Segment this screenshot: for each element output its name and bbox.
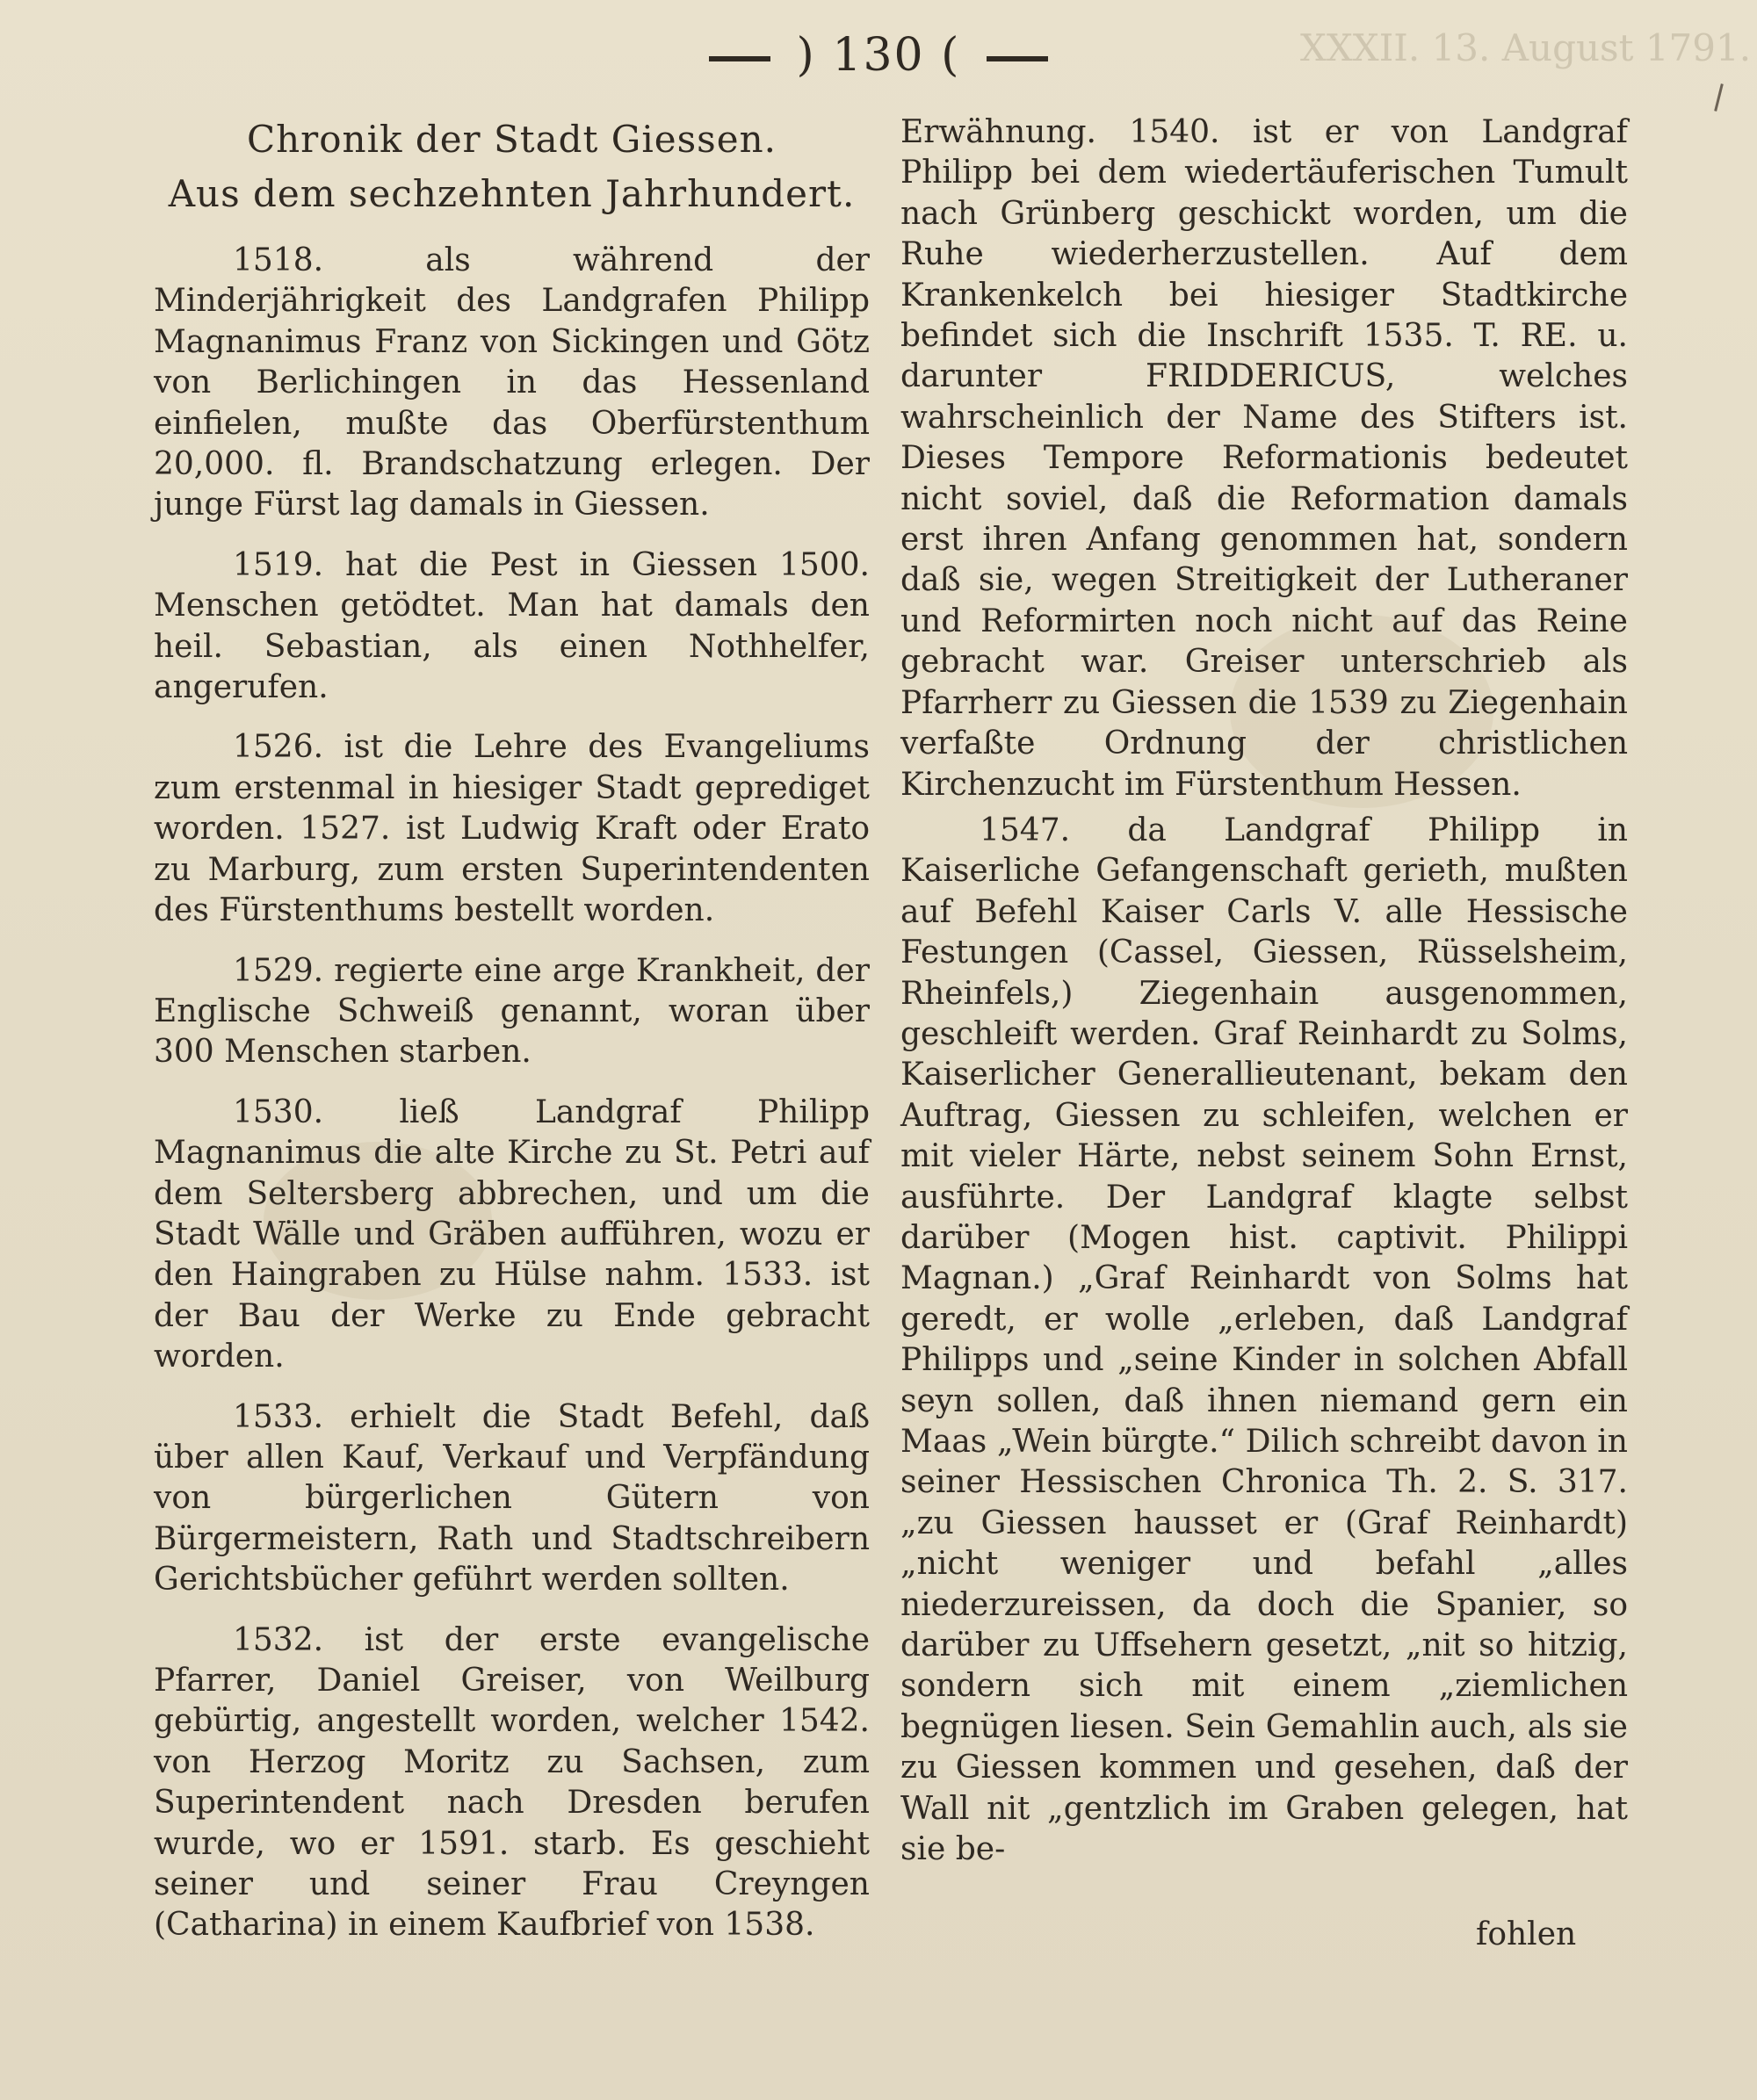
edge-mark (1714, 83, 1724, 112)
right-column (900, 112, 1628, 1889)
paragraph-1530: 1530. ließ Landgraf Philipp Magnanimus die alte Kirche zu St. Petri auf dem Seltersberg abbrechen, und um die Stadt Wälle und Gräben aufführen, wozu er den Haingraben zu Hülse nahm. 1533. ist der Bau der Werke zu Ende gebracht worden. (154, 1093, 870, 1375)
paragraph-1518: 1518. als während der Minderjährigkeit des Landgrafen Philipp Magnanimus Franz von Sickingen und Götz von Berlichingen in das Hessenland einfielen, mußte das Oberfürstenthum 20,000. fl. Brandschatzung erlegen. Der junge Fürst lag damals in Giessen. (154, 242, 870, 523)
chronicle-subtitle: Aus dem sechzehnten Jahrhundert. (168, 172, 856, 215)
header-dash-left (709, 56, 770, 61)
left-column (154, 112, 870, 1966)
paragraph-1529: 1529. regierte eine arge Krankheit, der Englische Schweiß genannt, woran über 300 Menschen starben. (154, 952, 870, 1071)
catchword: fohlen (1476, 1916, 1577, 1952)
page-number: ) 130 ( (796, 29, 961, 82)
paragraph-1547: 1547. da Landgraf Philipp in Kaiserliche Gefangenschaft gerieth, mußten auf Befehl Kaiser Carls V. alle Hessische Festungen (Cassel, Giessen, Rüsselsheim, Rheinfels,) Ziegenhain ausgenommen, geschleift werden. Graf Reinhardt zu Solms, Kaiserlicher Generallieutenant, bekam den Auftrag, Giessen zu schleifen, welchen er mit vieler Härte, nebst seinem Sohn Ernst, ausführte. Der Landgraf klagte selbst darüber (Mogen hist. captivit. Philippi Magnan.) „Graf Reinhardt von Solms hat geredt, er wolle „erleben, daß Landgraf Philipps und „seine Kinder in solchen Abfall seyn sollen, daß ihnen niemand gern ein Maas „Wein bürgte.“ Dilich schreibt davon in seiner Hessischen Chronica Th. 2. S. 317. „zu Giessen hausset er (Graf Reinhardt) „nicht weniger und befahl „alles niederzureissen, da doch die Spanier, so darüber zu Uffsehern gesetzt, „nit so hitzig, sondern sich mit einem „ziemlichen begnügen liesen. Sein Gemahlin auch, als sie zu Giessen kommen und gesehen, daß der Wall nit „gentzlich im Graben gelegen, hat sie be- (900, 812, 1628, 1868)
paragraph-1532: 1532. ist der erste evangelische Pfarrer, Daniel Greiser, von Weilburg gebürtig, angestellt worden, welcher 1542. von Herzog Moritz zu Sachsen, zum Superintendent nach Dresden berufen wurde, wo er 1591. starb. Es geschieht seiner und seiner Frau Creyngen (Catharina) in einem Kaufbrief von 1538. (154, 1621, 870, 1944)
page-header (0, 25, 1757, 86)
paragraph-1519: 1519. hat die Pest in Giessen 1500. Menschen getödtet. Man hat damals den heil. Sebastian, als einen Nothhelfer, angerufen. (154, 546, 870, 706)
header-dash-right (987, 56, 1048, 61)
chronicle-title: Chronik der Stadt Giessen. (246, 118, 777, 161)
show-through-text: XXXII. 13. August 1791. (1300, 26, 1752, 69)
paragraph-1526: 1526. ist die Lehre des Evangeliums zum erstenmal in hiesiger Stadt geprediget worden. 1527. ist Ludwig Kraft oder Erato zu Marburg, zum ersten Superintendenten des Fürstenthums bestellt worden. (154, 729, 870, 929)
continued-paragraph: Erwähnung. 1540. ist er von Landgraf Philipp bei dem wiedertäuferischen Tumult nach Grünberg geschickt worden, um die Ruhe wiederherzustellen. Auf dem Krankenkelch bei hiesiger Stadtkirche befindet sich die Inschrift 1535. T. RE. u. darunter FRIDDERICUS, welches wahrscheinlich der Name des Stifters ist. Dieses Tempore Reformationis bedeutet nicht soviel, daß die Reformation damals erst ihren Anfang genommen hat, sondern daß sie, wegen Streitigkeit der Lutheraner und Reformirten noch nicht auf das Reine gebracht war. Greiser unterschrieb als Pfarrherr zu Giessen die 1539 zu Ziegenhain verfaßte Ordnung der christlichen Kirchenzucht im Fürstenthum Hessen. (900, 114, 1628, 803)
paragraph-1533: 1533. erhielt die Stadt Befehl, daß über allen Kauf, Verkauf und Verpfändung von bürgerlichen Gütern von Bürgermeistern, Rath und Stadtschreibern Gerichtsbücher geführt werden sollten. (154, 1398, 870, 1598)
